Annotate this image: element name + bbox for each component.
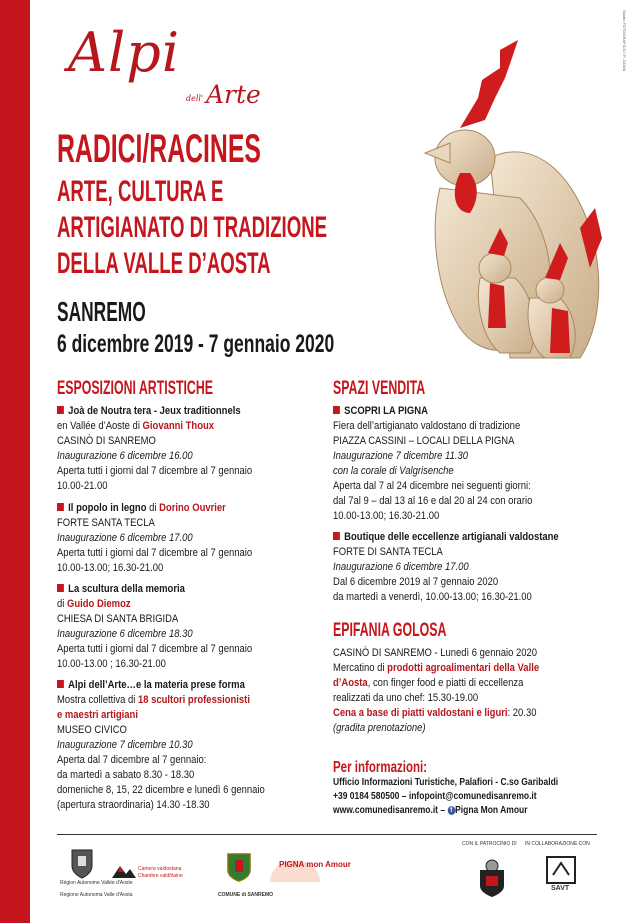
aosta-shield-icon	[476, 858, 508, 898]
aosta-crest-logo	[476, 858, 508, 898]
regione-crest-icon	[60, 846, 104, 880]
alpi-logo-text: Alpi	[68, 21, 181, 84]
pigna-mon-amour-logo: PIGNA mon Amour	[265, 854, 325, 888]
epifania-heading: EPIFANIA GOLOSA	[333, 620, 447, 641]
wooden-roosters-image	[420, 28, 610, 363]
red-side-band	[0, 0, 30, 923]
market-boutique: Boutique delle eccellenze artigianali valdostane FORTE DI SANTA TECLA Inaugurazione 6 dicembre 17.00 Dal 6 dicembre 2019 al 7 gennaio 2020 da martedì a venerdì, 10.00-13.00; 16.30-21.00	[333, 531, 559, 603]
sanremo-crest-icon	[226, 852, 252, 882]
facebook-page-link[interactable]: Pigna Mon Amour	[455, 805, 528, 816]
subtitle-line-3: DELLA VALLE D’AOSTA	[57, 247, 271, 280]
photo-credit: Studio FOTOGRAFICO / P. ZANNI	[622, 10, 627, 72]
exhibit-ouvrier: Il popolo in legno di Dorino Ouvrier FORTE SANTA TECLA Inaugurazione 6 dicembre 17.00 Aperta tutti i giorni dal 7 dicembre al 7 gennaio 10.00-13.00; 16.30-21.00	[57, 502, 253, 574]
esposizioni-heading: ESPOSIZIONI ARTISTICHE	[57, 378, 213, 399]
info-contact[interactable]: +39 0184 580500 – infopoint@comunedisanremo.it	[333, 791, 537, 802]
mountain-icon	[112, 864, 136, 878]
savt-icon	[545, 855, 577, 885]
logo-dell-text: dell'	[186, 94, 204, 103]
comune-sanremo-logo: COMUNE di SANREMO	[218, 852, 260, 898]
logo-arte-text: Arte	[206, 80, 261, 109]
event-dates: 6 dicembre 2019 - 7 gennaio 2020	[57, 330, 335, 358]
info-details	[333, 776, 598, 818]
subtitle-line-2: ARTIGIANATO DI TRADIZIONE	[57, 211, 328, 244]
exhibit-diemoz: La scultura della memoria di Guido Diemoz CHIESA DI SANTA BRIGIDA Inaugurazione 6 dicembre 18.30 Aperta tutti i giorni dal 7 dicembre al 7 gennaio 10.00-13.00 ; 16.30-21.00	[57, 583, 253, 670]
epifania-details: CASINÒ DI SANREMO - Lunedì 6 gennaio 2020 Mercatino di prodotti agroalimentari della Valle d’Aosta, con finger food e piatti di eccellenza realizzati da uno chef: 15.30-19.00 Cena a base di piatti valdostani e liguri: 20.30 (gradita prenotazione)	[333, 647, 540, 734]
exhibit-thoux: Joà de Noutra tera - Jeux traditionnels en Vallée d’Aoste di Giovanni Thoux CASINÒ DI SANREMO Inaugurazione 6 dicembre 16.00 Aperta tutti i giorni dal 7 dicembre al 7 gennaio 10.00-21.00	[57, 405, 253, 492]
patrocinio-label: CON IL PATROCINIO DI	[462, 841, 517, 847]
info-heading: Per informazioni:	[333, 759, 428, 776]
exhibit-alpi-arte: Alpi dell’Arte…e la materia prese forma Mostra collettiva di 18 scultori professionisti e maestri artigiani MUSEO CIVICO Inaugurazione 7 dicembre 10.30 Aperta dal 7 dicembre al 7 gennaio: da martedì a sabato 8.30 - 18.30 domeniche 8, 15, 22 dicembre e lunedì 6 gennaio (apertura straordinaria) 14.30 -18.30	[57, 679, 265, 811]
info-office: Ufficio Informazioni Turistiche, Palafiori - C.so Garibaldi	[333, 777, 559, 788]
city-title: SANREMO	[57, 296, 146, 327]
facebook-icon: f	[447, 806, 455, 815]
camera-valdostana-logo: Camera valdostana Chambre valdôtaine	[112, 864, 202, 886]
website-link[interactable]: www.comunedisanremo.it –	[333, 805, 448, 816]
collaborazione-label: IN COLLABORAZIONE CON	[525, 841, 590, 847]
spazi-heading: SPAZI VENDITA	[333, 378, 426, 399]
subtitle-line-1: ARTE, CULTURA E	[57, 175, 224, 208]
regione-vda-logo: Région Autonome Vallée d'Aoste Regione Autonoma Valle d'Aosta	[60, 846, 104, 906]
savt-logo: SAVT	[545, 855, 577, 895]
main-title: RADICI/RACINES	[57, 127, 261, 171]
market-pigna: SCOPRI LA PIGNA Fiera dell’artigianato valdostano di tradizione PIAZZA CASSINI – LOCALI DELLA PIGNA Inaugurazione 7 dicembre 11.30 con la corale di Valgrisenche Aperta dal 7 al 24 dicembre nei seguenti giorni: dal 7al 9 – dal 13 al 16 e dal 20 al 24 con orario 10.00-13.00; 16.30-21.00	[333, 405, 533, 522]
footer-divider	[57, 834, 597, 835]
